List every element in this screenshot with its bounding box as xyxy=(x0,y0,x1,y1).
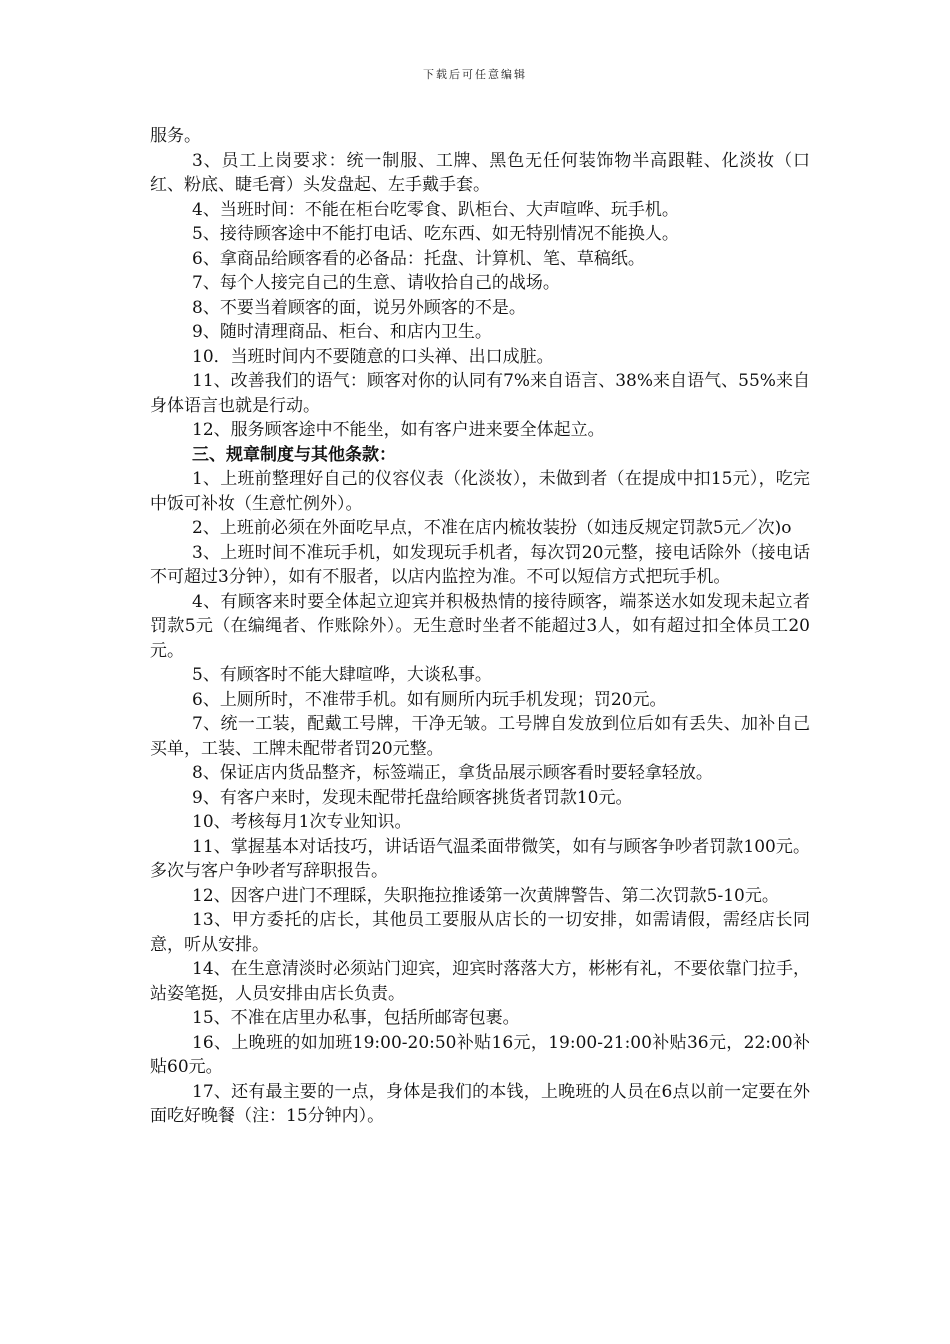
paragraph: 5、有顾客时不能大肆喧哗，大谈私事。 xyxy=(192,665,492,685)
paragraph: 6、拿商品给顾客看的必备品：托盘、计算机、笔、草稿纸。 xyxy=(192,248,645,269)
paragraph: 8、不要当着顾客的面，说另外顾客的不是。 xyxy=(192,297,526,318)
paragraph: 5、接待顾客途中不能打电话、吃东西、如无特别情况不能换人。 xyxy=(192,224,679,244)
paragraph: 8、保证店内货品整齐，标签端正，拿货品展示顾客看时要轻拿轻放。 xyxy=(192,763,713,783)
paragraph: 4、有顾客来时要全体起立迎宾并积极热情的接待顾客，端茶送水如发现未起立者罚款5元（在编绳者、作账除外）。无生意时坐者不能超过3人，如有超过扣全体员工20元。 xyxy=(150,591,810,661)
paragraph: 13、甲方委托的店长，其他员工要服从店长的一切安排，如需请假，需经店长同意，听从安排。 xyxy=(150,910,810,955)
paragraph: 11、改善我们的语气：顾客对你的认同有7%来自语言、38%来自语气、55%来自身体语言也就是行动。 xyxy=(150,371,810,416)
paragraph: 10、考核每月1次专业知识。 xyxy=(192,812,412,832)
paragraph: 7、每个人接完自己的生意、请收拾自己的战场。 xyxy=(192,273,560,293)
paragraph: 9、随时清理商品、柜台、和店内卫生。 xyxy=(192,322,492,342)
paragraph: 16、上晚班的如加班19:00-20:50补贴16元，19:00-21:00补贴36元，22:00补贴60元。 xyxy=(150,1032,810,1077)
paragraph: 服务。 xyxy=(150,126,201,146)
paragraph: 3、员工上岗要求：统一制服、工牌、黑色无任何装饰物半高跟鞋、化淡妆（口红、粉底、睫毛膏）头发盘起、左手戴手套。 xyxy=(150,150,810,195)
paragraph: 6、上厕所时，不准带手机。如有厕所内玩手机发现；罚20元。 xyxy=(192,689,667,710)
page-header: 下载后可任意编辑 xyxy=(423,68,527,81)
paragraph: 2、上班前必须在外面吃早点，不准在店内梳妆装扮（如违反规定罚款5元／次)o xyxy=(192,518,792,538)
paragraph: 1、上班前整理好自己的仪容仪表（化淡妆），未做到者（在提成中扣15元），吃完中饭可补妆（生意忙例外）。 xyxy=(150,469,810,514)
paragraph: 3、上班时间不准玩手机，如发现玩手机者，每次罚20元整，接电话除外（接电话不可超过3分钟），如有不服者，以店内监控为准。不可以短信方式把玩手机。 xyxy=(150,542,810,587)
paragraph: 17、还有最主要的一点，身体是我们的本钱，上晚班的人员在6点以前一定要在外面吃好晚餐（注：15分钟内）。 xyxy=(150,1081,810,1126)
paragraph: 12、因客户进门不理睬，失职拖拉推诿第一次黄牌警告、第二次罚款5-10元。 xyxy=(192,885,779,906)
paragraph: 10．当班时间内不要随意的口头禅、出口成脏。 xyxy=(192,346,554,367)
section-heading: 三、规章制度与其他条款： xyxy=(192,444,396,465)
paragraph: 12、服务顾客途中不能坐，如有客户进来要全体起立。 xyxy=(192,420,605,440)
paragraph: 15、不准在店里办私事，包括所邮寄包裹。 xyxy=(192,1008,520,1028)
paragraph: 7、统一工装，配戴工号牌，干净无皱。工号牌自发放到位后如有丢失、加补自己买单，工装、工牌未配带者罚20元整。 xyxy=(150,714,810,759)
paragraph: 11、掌握基本对话技巧，讲话语气温柔面带微笑，如有与顾客争吵者罚款100元。多次与客户争吵者写辞职报告。 xyxy=(150,836,810,881)
document-body xyxy=(150,124,810,1129)
paragraph: 9、有客户来时，发现未配带托盘给顾客挑货者罚款10元。 xyxy=(192,787,633,808)
paragraph: 14、在生意清淡时必须站门迎宾，迎宾时落落大方，彬彬有礼，不要依靠门拉手，站姿笔挺，人员安排由店长负责。 xyxy=(150,959,810,1004)
paragraph: 4、当班时间：不能在柜台吃零食、趴柜台、大声喧哗、玩手机。 xyxy=(192,199,679,220)
